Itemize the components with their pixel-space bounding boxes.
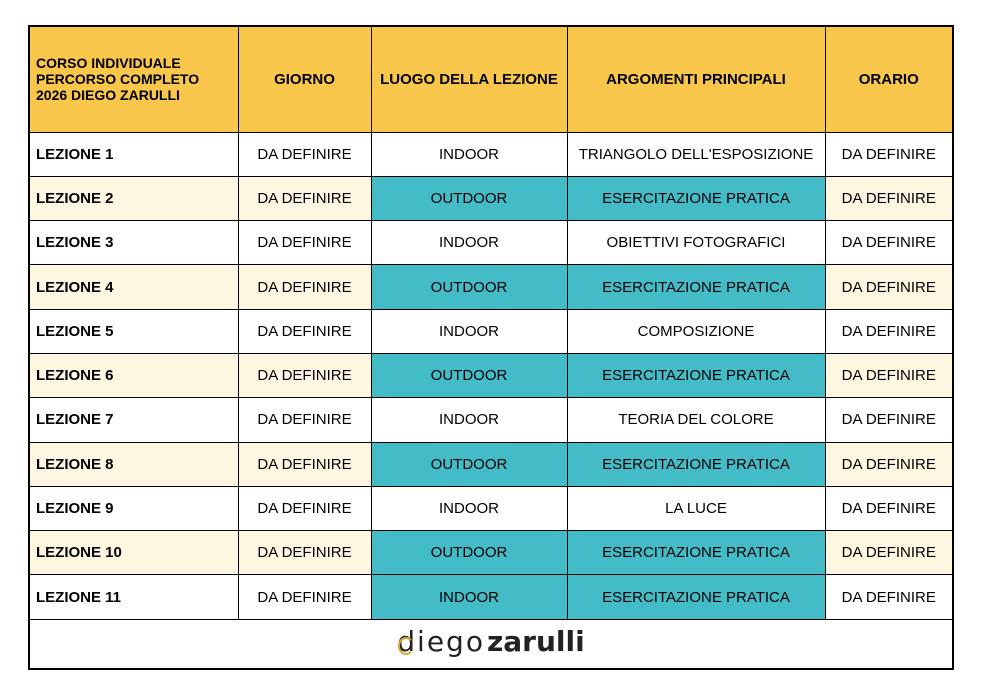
header-orario: ORARIO xyxy=(825,27,952,132)
orario-cell: DA DEFINIRE xyxy=(825,265,952,309)
header-course-title xyxy=(30,27,238,132)
orario-cell: DA DEFINIRE xyxy=(825,486,952,530)
orario-cell: DA DEFINIRE xyxy=(825,309,952,353)
giorno-cell: DA DEFINIRE xyxy=(238,442,371,486)
lezione-cell: LEZIONE 11 xyxy=(30,575,238,619)
table-row xyxy=(30,531,952,575)
table-row xyxy=(30,442,952,486)
orario-cell: DA DEFINIRE xyxy=(825,575,952,619)
lezione-cell: LEZIONE 7 xyxy=(30,398,238,442)
luogo-cell: INDOOR xyxy=(371,398,567,442)
luogo-cell: OUTDOOR xyxy=(371,176,567,220)
argomento-cell: ESERCITAZIONE PRATICA xyxy=(567,575,825,619)
luogo-cell: OUTDOOR xyxy=(371,353,567,397)
luogo-cell: INDOOR xyxy=(371,221,567,265)
logo-accent-mark xyxy=(398,637,414,655)
argomento-cell: ESERCITAZIONE PRATICA xyxy=(567,265,825,309)
giorno-cell: DA DEFINIRE xyxy=(238,486,371,530)
lezione-cell: LEZIONE 9 xyxy=(30,486,238,530)
lezione-cell: LEZIONE 2 xyxy=(30,176,238,220)
luogo-cell: INDOOR xyxy=(371,132,567,176)
argomento-cell: TEORIA DEL COLORE xyxy=(567,398,825,442)
argomento-cell: ESERCITAZIONE PRATICA xyxy=(567,176,825,220)
giorno-cell: DA DEFINIRE xyxy=(238,575,371,619)
table-row xyxy=(30,575,952,619)
table-row xyxy=(30,398,952,442)
table-row xyxy=(30,221,952,265)
luogo-cell: OUTDOOR xyxy=(371,265,567,309)
argomento-cell: OBIETTIVI FOTOGRAFICI xyxy=(567,221,825,265)
header-argomenti: ARGOMENTI PRINCIPALI xyxy=(567,27,825,132)
argomento-cell: COMPOSIZIONE xyxy=(567,309,825,353)
argomento-cell: LA LUCE xyxy=(567,486,825,530)
argomento-cell: ESERCITAZIONE PRATICA xyxy=(567,442,825,486)
lezione-cell: LEZIONE 1 xyxy=(30,132,238,176)
luogo-cell: OUTDOOR xyxy=(371,531,567,575)
schedule-table xyxy=(30,27,952,620)
course-title-line-3: 2026 DIEGO ZARULLI xyxy=(36,87,180,104)
giorno-cell: DA DEFINIRE xyxy=(238,176,371,220)
orario-cell: DA DEFINIRE xyxy=(825,176,952,220)
header-row xyxy=(30,27,952,132)
giorno-cell: DA DEFINIRE xyxy=(238,132,371,176)
course-title-line-1: CORSO INDIVIDUALE xyxy=(36,55,181,72)
argomento-cell: ESERCITAZIONE PRATICA xyxy=(567,353,825,397)
table-row xyxy=(30,132,952,176)
table-row xyxy=(30,176,952,220)
header-luogo: LUOGO DELLA LEZIONE xyxy=(371,27,567,132)
table-row xyxy=(30,309,952,353)
lezione-cell: LEZIONE 4 xyxy=(30,265,238,309)
lezione-cell: LEZIONE 5 xyxy=(30,309,238,353)
logo-last-name: zarulli xyxy=(486,624,585,658)
giorno-cell: DA DEFINIRE xyxy=(238,265,371,309)
giorno-cell: DA DEFINIRE xyxy=(238,398,371,442)
table-row xyxy=(30,353,952,397)
luogo-cell: INDOOR xyxy=(371,575,567,619)
luogo-cell: OUTDOOR xyxy=(371,442,567,486)
logo-first-name xyxy=(397,625,485,658)
orario-cell: DA DEFINIRE xyxy=(825,442,952,486)
orario-cell: DA DEFINIRE xyxy=(825,221,952,265)
luogo-cell: INDOOR xyxy=(371,486,567,530)
table-row xyxy=(30,265,952,309)
giorno-cell: DA DEFINIRE xyxy=(238,309,371,353)
argomento-cell: TRIANGOLO DELL'ESPOSIZIONE xyxy=(567,132,825,176)
table-row xyxy=(30,486,952,530)
logo-first-text: diego xyxy=(397,624,485,658)
orario-cell: DA DEFINIRE xyxy=(825,531,952,575)
lezione-cell: LEZIONE 10 xyxy=(30,531,238,575)
giorno-cell: DA DEFINIRE xyxy=(238,221,371,265)
giorno-cell: DA DEFINIRE xyxy=(238,531,371,575)
lezione-cell: LEZIONE 3 xyxy=(30,221,238,265)
luogo-cell: INDOOR xyxy=(371,309,567,353)
lezione-cell: LEZIONE 8 xyxy=(30,442,238,486)
orario-cell: DA DEFINIRE xyxy=(825,353,952,397)
brand-logo xyxy=(30,617,952,665)
course-title-line-2: PERCORSO COMPLETO xyxy=(36,71,200,88)
schedule-frame xyxy=(28,25,954,670)
schedule-body xyxy=(30,132,952,619)
giorno-cell: DA DEFINIRE xyxy=(238,353,371,397)
lezione-cell: LEZIONE 6 xyxy=(30,353,238,397)
argomento-cell: ESERCITAZIONE PRATICA xyxy=(567,531,825,575)
orario-cell: DA DEFINIRE xyxy=(825,132,952,176)
header-giorno: GIORNO xyxy=(238,27,371,132)
orario-cell: DA DEFINIRE xyxy=(825,398,952,442)
